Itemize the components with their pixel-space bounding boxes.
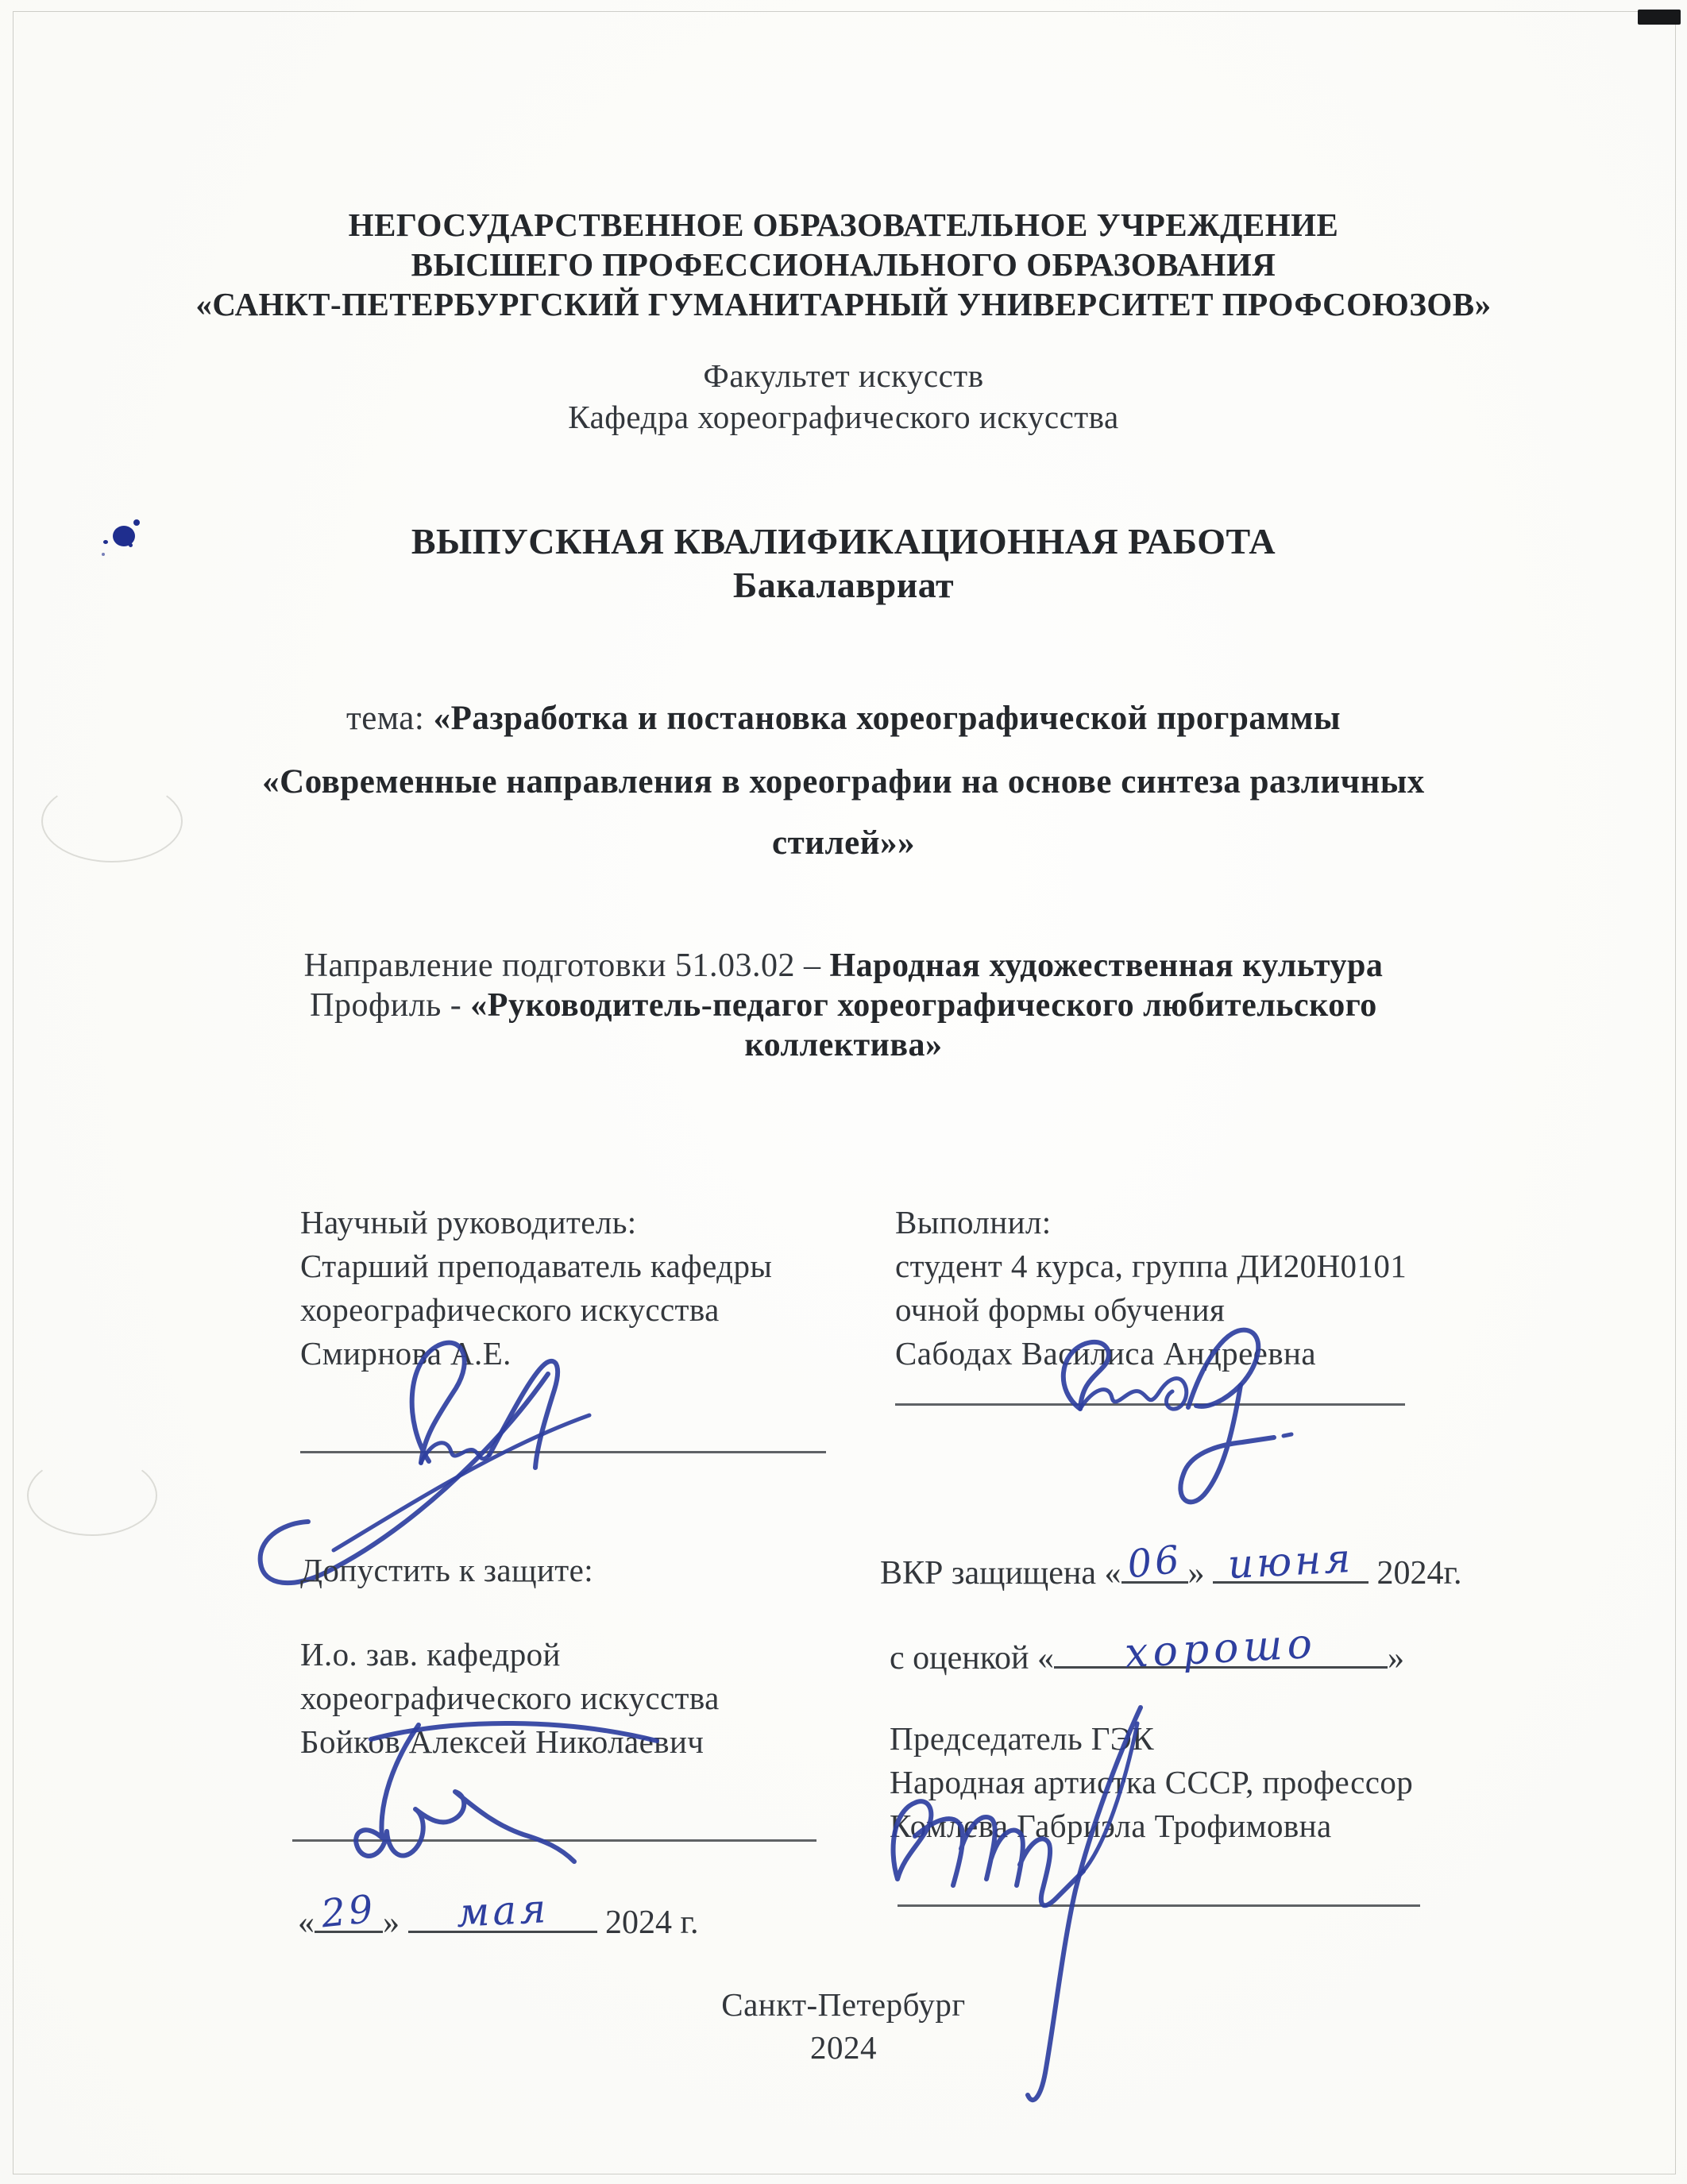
date-day-value: 29 <box>318 1886 379 1937</box>
scan-corner-mark <box>1638 10 1681 25</box>
grade-prefix: с оценкой « <box>890 1640 1054 1677</box>
grade-row <box>890 1619 1404 1678</box>
admission-date-row <box>298 1885 699 1942</box>
date-day-slot <box>315 1886 383 1937</box>
footer-city: Санкт-Петербург <box>721 1986 966 2023</box>
grade-value: хорошо <box>1123 1619 1318 1678</box>
topic-line-1 <box>0 699 1687 739</box>
profile-line-2: коллектива» <box>744 1027 943 1063</box>
date-open: « <box>298 1904 315 1941</box>
hole-punch-ghost-bottom <box>27 1455 157 1536</box>
date-month-value: мая <box>454 1885 550 1937</box>
degree-level: Бакалавриат <box>732 565 955 605</box>
date-year: 2024 г. <box>605 1904 699 1941</box>
admit-label: Допустить к защите: <box>300 1552 594 1588</box>
topic-line-2: «Современные направления в хореографии на основе синтеза различных <box>262 763 1425 801</box>
admission-position-1: И.о. зав. кафедрой <box>300 1636 561 1673</box>
date-month-slot <box>408 1885 597 1937</box>
defended-year: 2024г. <box>1376 1555 1462 1592</box>
admission-head-name: Бойков Алексей Николаевич <box>300 1723 705 1760</box>
defense-date-row <box>880 1534 1462 1592</box>
topic-line-3: стилей»» <box>772 824 915 862</box>
author-info-1: студент 4 курса, группа ДИ20Н0101 <box>895 1248 1407 1284</box>
defended-month-slot <box>1213 1534 1369 1588</box>
profile-value-1: «Руководитель-педагог хореографического любительского <box>470 987 1377 1024</box>
supervisor-position-2: хореографического искусства <box>300 1291 720 1328</box>
defended-day-value: 06 <box>1125 1537 1184 1588</box>
institution-line-2: ВЫСШЕГО ПРОФЕССИОНАЛЬНОГО ОБРАЗОВАНИЯ <box>411 246 1276 283</box>
work-type-title: ВЫПУСКНАЯ КВАЛИФИКАЦИОННАЯ РАБОТА <box>411 521 1276 561</box>
grade-slot <box>1054 1619 1388 1678</box>
defended-close: » <box>1187 1555 1205 1592</box>
author-label: Выполнил: <box>895 1204 1052 1241</box>
grade-suffix: » <box>1388 1640 1404 1677</box>
direction-value: Народная художественная культура <box>829 947 1384 984</box>
chair-title: Председатель ГЭК <box>890 1720 1155 1757</box>
topic-text-1: «Разработка и постановка хореографической программы <box>433 700 1341 737</box>
supervisor-label: Научный руководитель: <box>300 1204 637 1241</box>
chair-rank: Народная артистка СССР, профессор <box>890 1764 1414 1800</box>
supervisor-name: Смирнова А.Е. <box>300 1335 512 1372</box>
defended-month-value: июня <box>1226 1534 1355 1588</box>
head-signature <box>282 1690 679 1889</box>
direction-label: Направление подготовки 51.03.02 – <box>303 947 830 984</box>
profile-line-1 <box>0 986 1687 1026</box>
author-signature <box>1033 1312 1398 1534</box>
footer-year: 2024 <box>810 2029 877 2066</box>
defended-prefix: ВКР защищена « <box>880 1555 1121 1592</box>
institution-line-3: «САНКТ-ПЕТЕРБУРГСКИЙ ГУМАНИТАРНЫЙ УНИВЕРСИТЕТ ПРОФСОЮЗОВ» <box>195 286 1492 322</box>
topic-label: тема: <box>346 700 434 737</box>
chair-name: Комлева Габриэла Трофимовна <box>890 1808 1332 1844</box>
defended-day-slot <box>1121 1537 1188 1588</box>
author-info-2: очной формы обучения <box>895 1291 1226 1328</box>
faculty-line: Факультет искусств <box>703 357 984 394</box>
direction-line <box>0 947 1687 986</box>
admission-position-2: хореографического искусства <box>300 1680 720 1716</box>
institution-line-1: НЕГОСУДАРСТВЕННОЕ ОБРАЗОВАТЕЛЬНОЕ УЧРЕЖДЕНИЕ <box>348 206 1339 243</box>
supervisor-position-1: Старший преподаватель кафедры <box>300 1248 773 1284</box>
author-name: Сабодах Василиса Андреевна <box>895 1335 1316 1372</box>
date-close: » <box>383 1904 400 1941</box>
profile-label: Профиль - <box>310 987 471 1024</box>
department-line: Кафедра хореографического искусства <box>568 399 1119 435</box>
